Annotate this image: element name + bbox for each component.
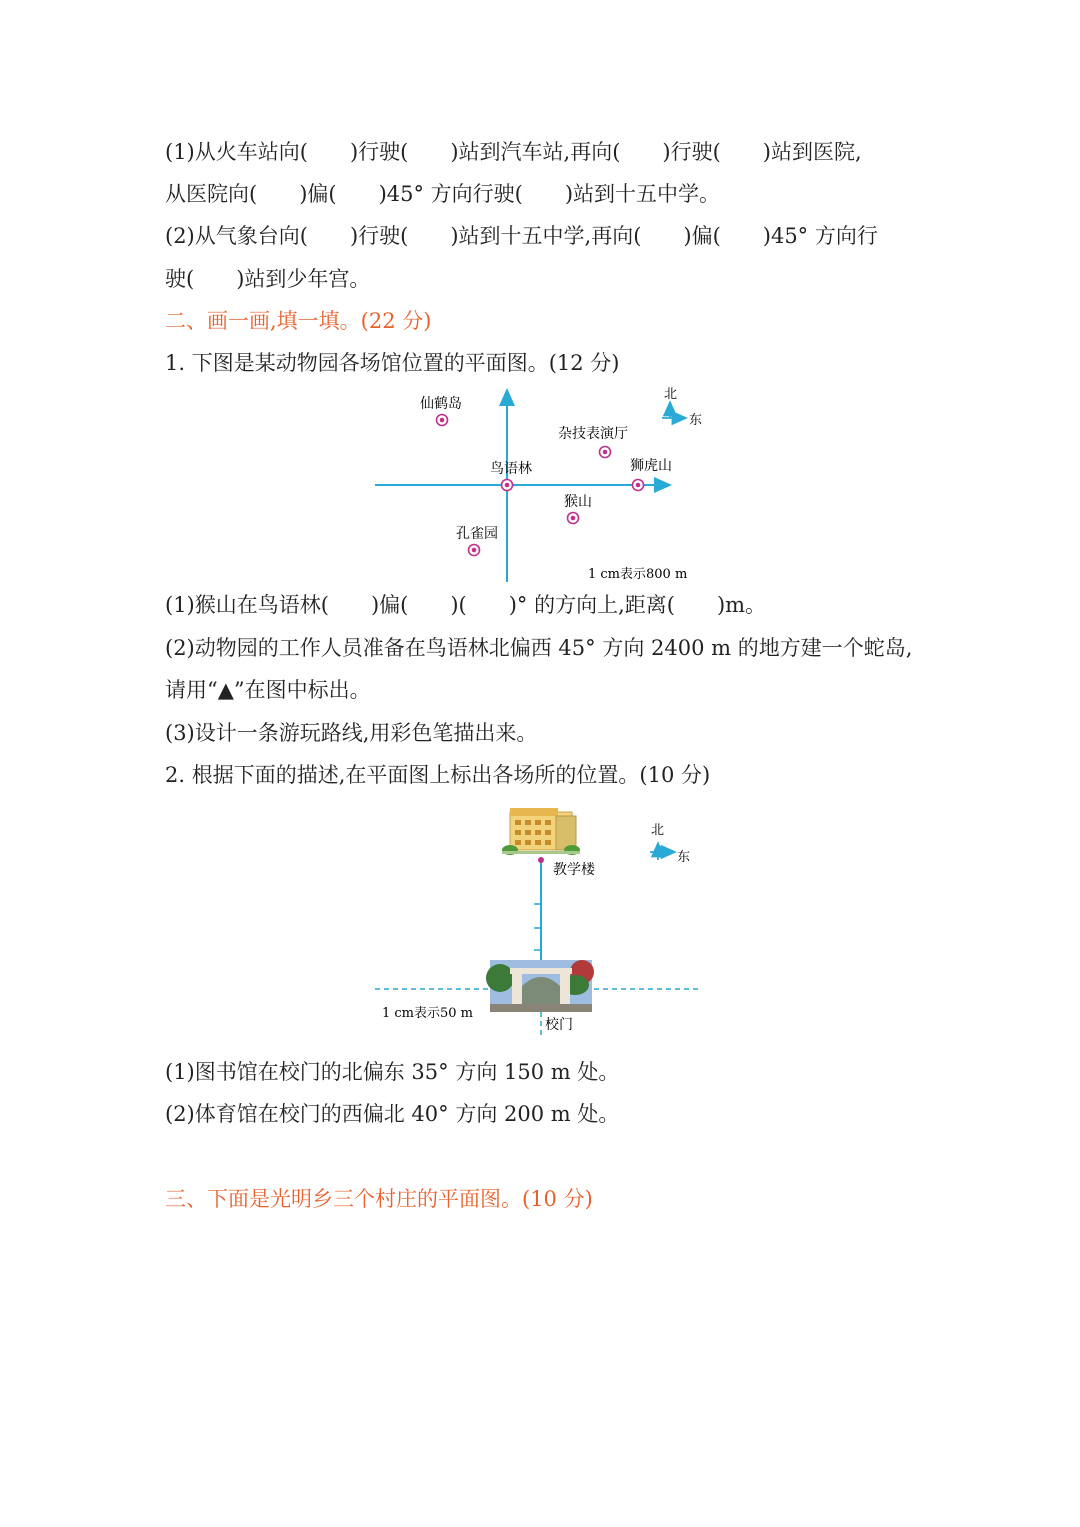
- teaching-building-label: 教学楼: [553, 862, 595, 878]
- school-map: [370, 800, 710, 1040]
- task2-title: 2. 根据下面的描述,在平面图上标出各场所的位置。(10 分): [165, 763, 711, 787]
- place-acrobatics-hall: [558, 425, 628, 458]
- teaching-building-image: [502, 808, 580, 855]
- place-peacock-garden: [456, 525, 498, 556]
- q1-line1: (1)从火车站向( )行驶( )站到汽车站,再向( )行驶( )站到医院,: [165, 140, 862, 164]
- svg-text:鸟语林: 鸟语林: [490, 461, 532, 477]
- school-compass-north: 北: [651, 823, 665, 838]
- school-compass: [650, 823, 690, 865]
- task1-q3: (3)设计一条游玩路线,用彩色笔描出来。: [165, 721, 538, 745]
- zoo-compass-east: 东: [689, 413, 703, 428]
- section3-heading: 三、下面是光明乡三个村庄的平面图。(10 分): [165, 1187, 593, 1211]
- svg-text:杂技表演厅: 杂技表演厅: [558, 426, 628, 442]
- zoo-map: [370, 380, 710, 585]
- zoo-compass-north: 北: [664, 387, 678, 402]
- task2-q1: (1)图书馆在校门的北偏东 35° 方向 150 m 处。: [165, 1060, 620, 1084]
- place-monkey-hill: [564, 494, 592, 524]
- zoo-scale: 1 cm表示800 m: [588, 567, 688, 582]
- q1-line2: 从医院向( )偏( )45° 方向行驶( )站到十五中学。: [165, 182, 721, 206]
- school-compass-east: 东: [677, 850, 691, 865]
- place-crane-island: [420, 396, 462, 426]
- q2-line2: 驶( )站到少年宫。: [165, 267, 371, 291]
- zoo-compass: [662, 387, 702, 428]
- svg-text:狮虎山: 狮虎山: [630, 458, 672, 474]
- school-gate-label: 校门: [545, 1017, 573, 1033]
- school-gate-image: [486, 960, 594, 1012]
- q2-line1: (2)从气象台向( )行驶( )站到十五中学,再向( )偏( )45° 方向行: [165, 224, 878, 248]
- section2-heading: 二、画一画,填一填。(22 分): [165, 309, 432, 333]
- svg-text:仙鹤岛: 仙鹤岛: [420, 396, 462, 412]
- task1-q2-line2: 请用“▲”在图中标出。: [165, 678, 371, 702]
- task1-q2-line1: (2)动物园的工作人员准备在鸟语林北偏西 45° 方向 2400 m 的地方建一个蛇岛,: [165, 636, 913, 660]
- task2-q2: (2)体育馆在校门的西偏北 40° 方向 200 m 处。: [165, 1102, 620, 1126]
- school-scale: 1 cm表示50 m: [382, 1006, 474, 1021]
- svg-text:孔雀园: 孔雀园: [456, 526, 498, 542]
- task1-title: 1. 下图是某动物园各场馆位置的平面图。(12 分): [165, 351, 620, 375]
- teaching-building-point: [538, 857, 544, 863]
- task1-q1: (1)猴山在鸟语林( )偏( )( )° 的方向上,距离( )m。: [165, 593, 767, 617]
- svg-text:猴山: 猴山: [564, 494, 592, 510]
